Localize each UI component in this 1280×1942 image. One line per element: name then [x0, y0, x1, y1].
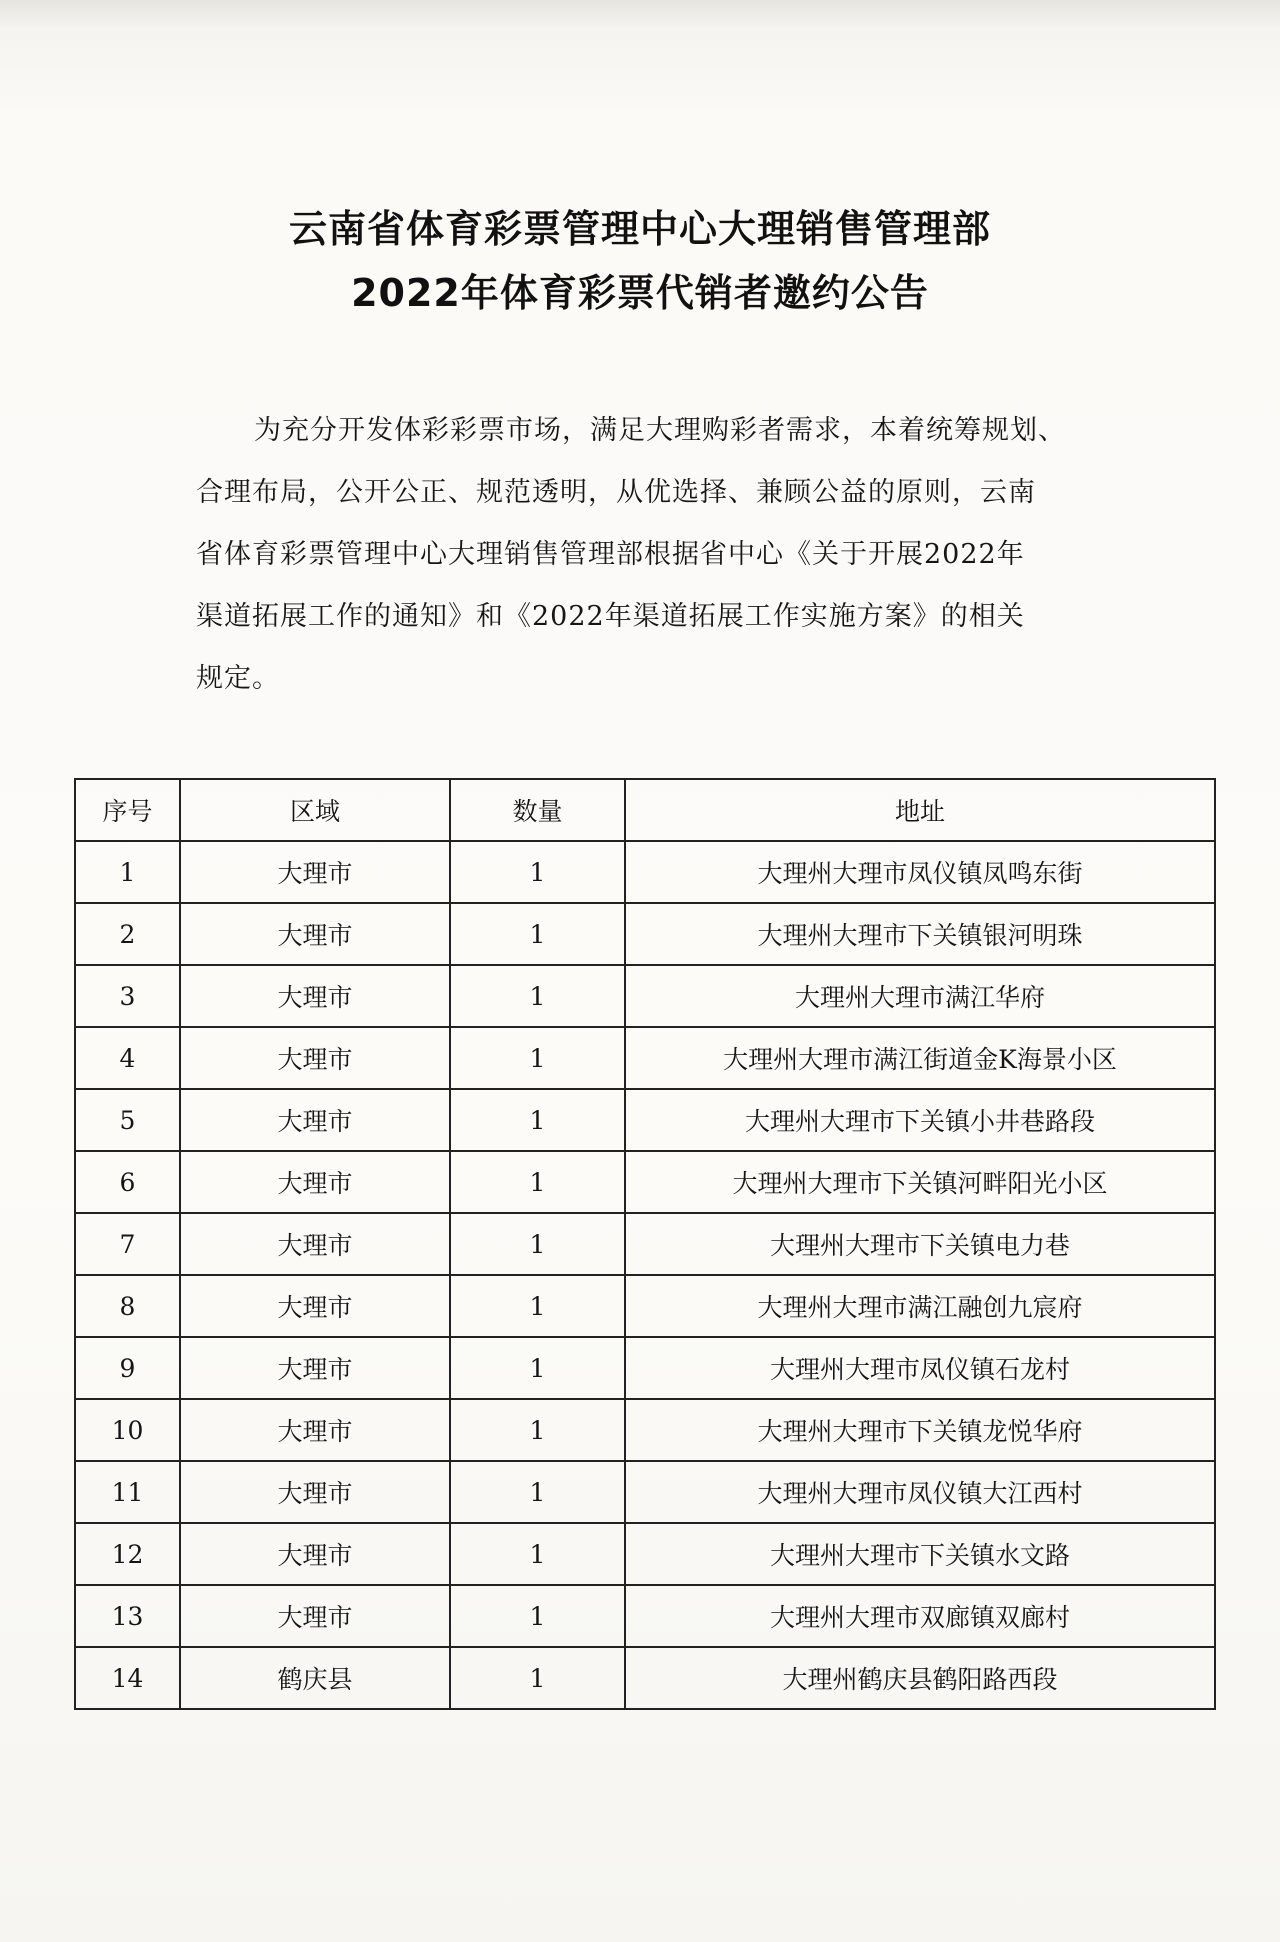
table-body	[75, 841, 1215, 1709]
cell-address: 大理州大理市凤仪镇大江西村	[625, 1461, 1215, 1523]
table-row	[75, 1399, 1215, 1461]
table-row	[75, 903, 1215, 965]
cell-index: 7	[75, 1213, 180, 1275]
cell-region: 大理市	[180, 1399, 450, 1461]
cell-quantity: 1	[450, 1523, 625, 1585]
cell-index: 2	[75, 903, 180, 965]
cell-region: 大理市	[180, 1337, 450, 1399]
table-row	[75, 841, 1215, 903]
cell-index: 5	[75, 1089, 180, 1151]
cell-address: 大理州大理市下关镇银河明珠	[625, 903, 1215, 965]
scan-shadow	[0, 0, 1280, 28]
cell-quantity: 1	[450, 903, 625, 965]
table-row	[75, 965, 1215, 1027]
cell-address: 大理州大理市凤仪镇凤鸣东街	[625, 841, 1215, 903]
cell-index: 9	[75, 1337, 180, 1399]
intro-line: 渠道拓展工作的通知》和《2022年渠道拓展工作实施方案》的相关	[196, 601, 1025, 632]
cell-address: 大理州大理市凤仪镇石龙村	[625, 1337, 1215, 1399]
table-row	[75, 1213, 1215, 1275]
cell-region: 大理市	[180, 841, 450, 903]
cell-index: 3	[75, 965, 180, 1027]
cell-address: 大理州大理市满江街道金K海景小区	[625, 1027, 1215, 1089]
table-row	[75, 1337, 1215, 1399]
cell-quantity: 1	[450, 1275, 625, 1337]
cell-address: 大理州大理市下关镇水文路	[625, 1523, 1215, 1585]
cell-region: 大理市	[180, 1585, 450, 1647]
table-row	[75, 1461, 1215, 1523]
outlet-allocation-table	[74, 778, 1216, 1710]
intro-line: 为充分开发体彩彩票市场，满足大理购彩者需求，本着统筹规划、	[254, 415, 1066, 446]
cell-index: 4	[75, 1027, 180, 1089]
cell-address: 大理州大理市满江华府	[625, 965, 1215, 1027]
cell-quantity: 1	[450, 1089, 625, 1151]
cell-region: 大理市	[180, 1523, 450, 1585]
cell-index: 14	[75, 1647, 180, 1709]
cell-region: 大理市	[180, 1151, 450, 1213]
cell-address: 大理州大理市满江融创九宸府	[625, 1275, 1215, 1337]
cell-quantity: 1	[450, 1461, 625, 1523]
header-address: 地址	[625, 779, 1215, 841]
cell-quantity: 1	[450, 1585, 625, 1647]
cell-index: 11	[75, 1461, 180, 1523]
table-row	[75, 1275, 1215, 1337]
cell-region: 鹤庆县	[180, 1647, 450, 1709]
cell-quantity: 1	[450, 1337, 625, 1399]
cell-address: 大理州大理市双廊镇双廊村	[625, 1585, 1215, 1647]
document-title-line-2: 2022年体育彩票代销者邀约公告	[351, 271, 929, 315]
cell-quantity: 1	[450, 965, 625, 1027]
header-index: 序号	[75, 779, 180, 841]
table-row	[75, 1089, 1215, 1151]
cell-address: 大理州鹤庆县鹤阳路西段	[625, 1647, 1215, 1709]
cell-quantity: 1	[450, 1213, 625, 1275]
cell-address: 大理州大理市下关镇电力巷	[625, 1213, 1215, 1275]
cell-region: 大理市	[180, 1213, 450, 1275]
table-row	[75, 1151, 1215, 1213]
table-header-row	[75, 779, 1215, 841]
cell-address: 大理州大理市下关镇小井巷路段	[625, 1089, 1215, 1151]
cell-region: 大理市	[180, 1461, 450, 1523]
cell-index: 1	[75, 841, 180, 903]
cell-address: 大理州大理市下关镇河畔阳光小区	[625, 1151, 1215, 1213]
header-region: 区域	[180, 779, 450, 841]
cell-quantity: 1	[450, 1027, 625, 1089]
cell-index: 12	[75, 1523, 180, 1585]
header-quantity: 数量	[450, 779, 625, 841]
cell-index: 10	[75, 1399, 180, 1461]
intro-line: 合理布局，公开公正、规范透明，从优选择、兼顾公益的原则，云南	[196, 477, 1036, 508]
table-row	[75, 1647, 1215, 1709]
cell-quantity: 1	[450, 1399, 625, 1461]
cell-region: 大理市	[180, 903, 450, 965]
cell-quantity: 1	[450, 1151, 625, 1213]
document-title-line-1: 云南省体育彩票管理中心大理销售管理部	[288, 207, 991, 251]
cell-region: 大理市	[180, 965, 450, 1027]
cell-quantity: 1	[450, 1647, 625, 1709]
cell-index: 8	[75, 1275, 180, 1337]
cell-index: 6	[75, 1151, 180, 1213]
table-row	[75, 1027, 1215, 1089]
intro-paragraph	[196, 400, 1096, 710]
cell-region: 大理市	[180, 1275, 450, 1337]
cell-index: 13	[75, 1585, 180, 1647]
table-row	[75, 1523, 1215, 1585]
cell-quantity: 1	[450, 841, 625, 903]
cell-region: 大理市	[180, 1089, 450, 1151]
cell-region: 大理市	[180, 1027, 450, 1089]
cell-address: 大理州大理市下关镇龙悦华府	[625, 1399, 1215, 1461]
intro-line: 规定。	[196, 663, 280, 694]
intro-line: 省体育彩票管理中心大理销售管理部根据省中心《关于开展2022年	[196, 539, 1025, 570]
table-row	[75, 1585, 1215, 1647]
